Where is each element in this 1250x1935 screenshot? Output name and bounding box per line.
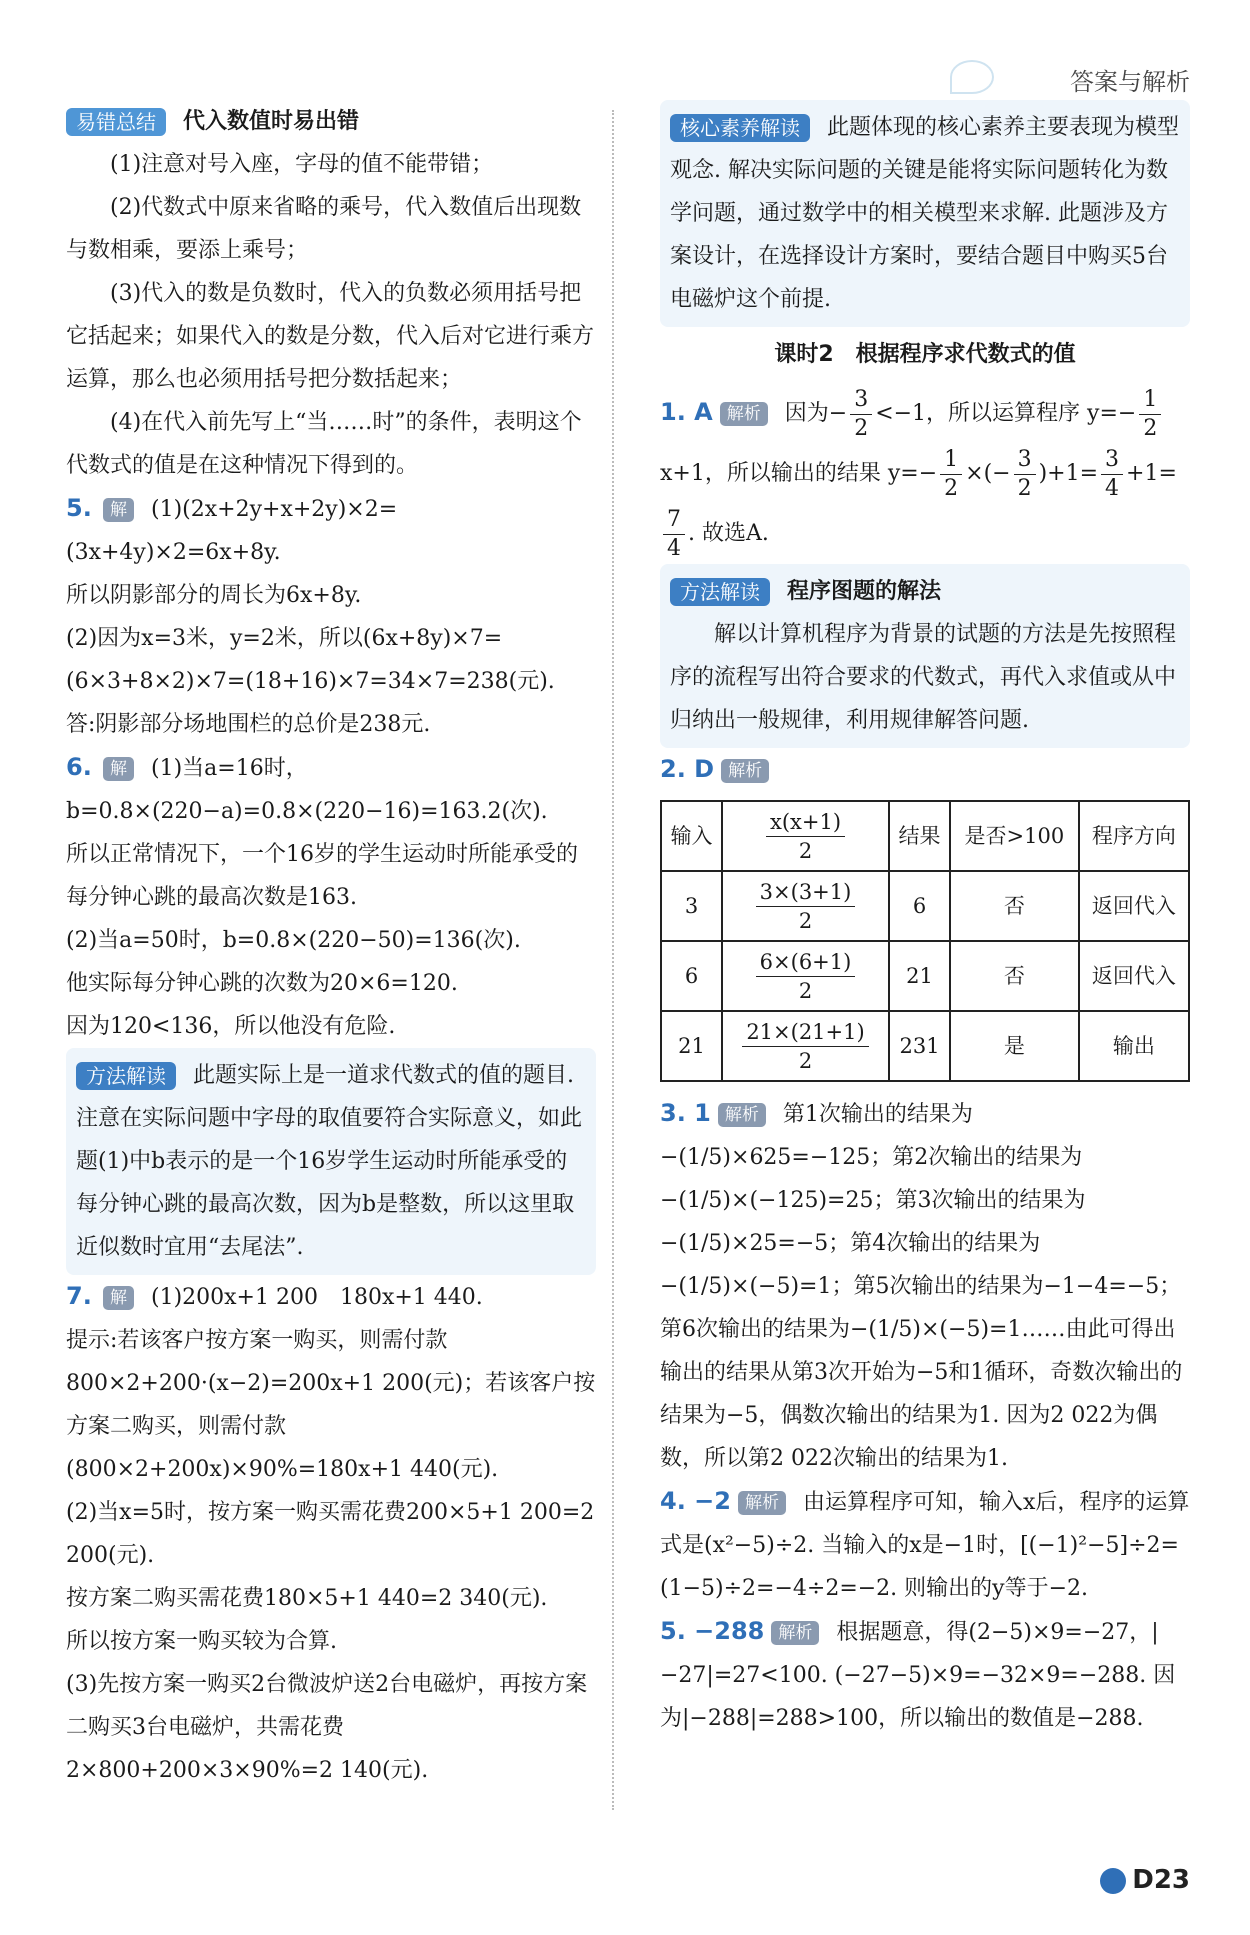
mistake-title: 代入数值时易出错 xyxy=(183,109,360,134)
table-header-input: 输入 xyxy=(661,801,722,871)
r1-frac-1-den: 2 xyxy=(854,415,869,441)
table-cell: 3 xyxy=(661,871,722,941)
q5-line-2: 所以阴影部分的周长为6x+8y. xyxy=(66,583,362,608)
core-text: 此题体现的核心素养主要表现为模型观念. 解决实际问题的关键是能将实际问题转化为数学问题，通过数学中的相关模型来求解. 此题涉及方案设计，在选择设计方案时，要结合题目中购买5台电磁炉这个前提. xyxy=(670,115,1180,312)
r3-number: 3. 1 xyxy=(660,1099,711,1127)
r1-frac-3-den: 2 xyxy=(944,475,959,501)
table-header-result: 结果 xyxy=(889,801,950,871)
r4-text: 由运算程序可知，输入x后，程序的运算式是(x²−5)÷2. 当输入的x是−1时，[(−1)²−5]÷2=(1−5)÷2=−4÷2=−2. 则输出的y等于−2. xyxy=(660,1490,1190,1601)
question-r3 xyxy=(660,1092,1190,1480)
q5-line-3: (2)因为x=3米，y=2米，所以(6x+8y)×7=(6×3+8×2)×7=(18+16)×7=34×7=238(元). xyxy=(66,626,555,694)
r5-number: 5. −288 xyxy=(660,1617,765,1645)
r1-frac-5 xyxy=(1101,446,1123,503)
q6-line-3: (2)当a=50时，b=0.8×(220−50)=136(次). xyxy=(66,928,521,953)
mistake-point-3: (3)代入的数是负数时，代入的负数必须用括号把它括起来；如果代入的数是分数，代入后对它进行乘方运算，那么也必须用括号把分数括起来； xyxy=(66,281,595,392)
formula-den: 2 xyxy=(798,838,813,863)
table-cell: 6 xyxy=(661,941,722,1011)
r1-text-e: )+1= xyxy=(1038,461,1099,486)
question-r4 xyxy=(660,1480,1190,1610)
question-5 xyxy=(66,487,596,746)
r1-frac-1 xyxy=(850,386,872,443)
table-header-compare: 是否>100 xyxy=(950,801,1079,871)
method-title-right: 程序图题的解法 xyxy=(787,579,942,604)
cell-num: 6×(6+1) xyxy=(756,948,856,977)
r1-frac-2-num: 1 xyxy=(1139,386,1161,415)
table-cell xyxy=(722,1011,889,1081)
r1-frac-1-num: 3 xyxy=(850,386,872,415)
r2-number: 2. D xyxy=(660,755,715,783)
q5-number: 5. xyxy=(66,494,92,522)
cell-num: 3×(3+1) xyxy=(756,878,856,907)
r1-frac-6 xyxy=(663,506,685,563)
q6-line-5: 因为120<136，所以他没有危险. xyxy=(66,1014,396,1039)
mistake-summary xyxy=(66,100,596,487)
r1-text-d: ×(− xyxy=(965,461,1011,486)
table-cell: 否 xyxy=(950,941,1079,1011)
r1-text-g: . 故选A. xyxy=(688,521,769,546)
table-row xyxy=(661,871,1189,941)
r3-text: 第1次输出的结果为−(1/5)×625=−125；第2次输出的结果为−(1/5)×(−125)=25；第3次输出的结果为−(1/5)×25=−5；第4次输出的结果为−(1/5)×(−5)=1；第5次输出的结果为−1−4=−5；第6次输出的结果为−(1/5)×(−5)=1……由此可得出输出的结果从第3次开始为−5和1循环，奇数次输出的结果为−5，偶数次输出的结果为1. 因为2 022为偶数，所以第2 022次输出的结果为1. xyxy=(660,1102,1183,1471)
table-cell: 返回代入 xyxy=(1079,941,1189,1011)
r1-tag: 解析 xyxy=(720,402,768,426)
r5-text: 根据题意，得(2−5)×9=−27，|−27|=27<100. (−27−5)×9=−32×9=−288. 因为|−288|=288>100，所以输出的数值是−288. xyxy=(660,1620,1176,1731)
q6-line-2: 所以正常情况下，一个16岁的学生运动时所能承受的每分钟心跳的最高次数是163. xyxy=(66,842,578,910)
method-box-left xyxy=(66,1048,596,1275)
table-cell xyxy=(722,941,889,1011)
header-title: 答案与解析 xyxy=(1070,68,1190,96)
cell-den: 2 xyxy=(798,908,813,933)
r1-frac-6-num: 7 xyxy=(663,506,685,535)
table-row xyxy=(661,941,1189,1011)
r5-tag: 解析 xyxy=(771,1621,819,1645)
right-column xyxy=(660,100,1190,1740)
table-cell: 21 xyxy=(661,1011,722,1081)
cell-den: 2 xyxy=(798,1048,813,1073)
q7-tag: 解 xyxy=(103,1286,134,1310)
r1-frac-4-den: 2 xyxy=(1017,475,1032,501)
table-row xyxy=(661,1011,1189,1081)
r1-text-a: 因为− xyxy=(784,401,848,426)
page-marker-icon xyxy=(1100,1868,1126,1894)
q5-tag: 解 xyxy=(103,498,134,522)
table-cell: 是 xyxy=(950,1011,1079,1081)
r1-text-c: x+1，所以输出的结果 y=− xyxy=(660,461,938,486)
table-cell xyxy=(722,871,889,941)
lesson-title: 课时2 根据程序求代数式的值 xyxy=(774,342,1076,367)
r1-number: 1. A xyxy=(660,398,713,426)
q6-line-1: (1)当a=16时，b=0.8×(220−a)=0.8×(220−16)=163.2(次). xyxy=(66,756,548,824)
r1-frac-2 xyxy=(1139,386,1161,443)
table-cell: 否 xyxy=(950,871,1079,941)
table-header-direction: 程序方向 xyxy=(1079,801,1189,871)
r1-text-b: <−1，所以运算程序 y=− xyxy=(875,401,1137,426)
table-cell: 输出 xyxy=(1079,1011,1189,1081)
r4-tag: 解析 xyxy=(738,1491,786,1515)
table-cell: 6 xyxy=(889,871,950,941)
r1-frac-5-den: 4 xyxy=(1105,475,1120,501)
q6-number: 6. xyxy=(66,753,92,781)
q7-line-2: 提示:若该客户按方案一购买，则需付款800×2+200·(x−2)=200x+1 200(元)；若该客户按方案二购买，则需付款(800×2+200x)×90%=180x+1 440(元). xyxy=(66,1328,596,1482)
q7-line-1: (1)200x+1 200 180x+1 440. xyxy=(151,1285,483,1310)
mistake-tag: 易错总结 xyxy=(66,108,166,136)
table-cell: 返回代入 xyxy=(1079,871,1189,941)
r1-frac-3 xyxy=(940,446,962,503)
q7-number: 7. xyxy=(66,1282,92,1310)
program-table xyxy=(660,800,1190,1082)
r1-frac-5-num: 3 xyxy=(1101,446,1123,475)
formula-num: x(x+1) xyxy=(766,808,845,837)
q7-line-5: 所以按方案一购买较为合算. xyxy=(66,1629,337,1654)
method-text-right: 解以计算机程序为背景的试题的方法是先按照程序的流程写出符合要求的代数式，再代入求值或从中归纳出一般规律，利用规律解答问题. xyxy=(670,622,1177,733)
q7-line-6: (3)先按方案一购买2台微波炉送2台电磁炉，再按方案二购买3台电磁炉，共需花费2×800+200×3×90%=2 140(元). xyxy=(66,1672,588,1783)
left-column xyxy=(66,100,596,1792)
column-divider xyxy=(612,110,614,1810)
page-number xyxy=(1100,1865,1190,1895)
question-7 xyxy=(66,1275,596,1792)
mistake-point-4: (4)在代入前先写上“当……时”的条件，表明这个代数式的值是在这种情况下得到的。 xyxy=(66,410,582,478)
q6-line-4: 他实际每分钟心跳的次数为20×6=120. xyxy=(66,971,458,996)
mistake-point-2: (2)代数式中原来省略的乘号，代入数值后出现数与数相乘，要添上乘号； xyxy=(66,195,582,263)
r3-tag: 解析 xyxy=(718,1103,766,1127)
method-tag-left: 方法解读 xyxy=(76,1062,176,1090)
method-box-right xyxy=(660,564,1190,748)
header-decoration-icon xyxy=(950,60,994,94)
q5-line-4: 答:阴影部分场地围栏的总价是238元. xyxy=(66,712,431,737)
question-r5 xyxy=(660,1610,1190,1740)
question-6 xyxy=(66,746,596,1048)
q5-line-1: (1)(2x+2y+x+2y)×2=(3x+4y)×2=6x+8y. xyxy=(66,497,398,565)
r4-number: 4. −2 xyxy=(660,1487,731,1515)
mistake-point-1: (1)注意对号入座，字母的值不能带错； xyxy=(110,152,494,177)
r1-frac-2-den: 2 xyxy=(1143,415,1158,441)
page-number-text: D23 xyxy=(1132,1865,1190,1895)
table-cell: 231 xyxy=(889,1011,950,1081)
question-r1 xyxy=(660,382,1190,564)
table-header-row xyxy=(661,801,1189,871)
method-tag-right: 方法解读 xyxy=(670,578,770,606)
cell-num: 21×(21+1) xyxy=(742,1018,868,1047)
r1-frac-3-num: 1 xyxy=(940,446,962,475)
question-r2 xyxy=(660,748,1190,792)
core-literacy-box xyxy=(660,100,1190,327)
method-text-left: 此题实际上是一道求代数式的值的题目. 注意在实际问题中字母的取值要符合实际意义，如此题(1)中b表示的是一个16岁学生运动时所能承受的每分钟心跳的最高次数，因为b是整数，所以这里取近似数时宜用“去尾法”. xyxy=(76,1063,583,1260)
r2-tag: 解析 xyxy=(721,759,769,783)
q7-line-3: (2)当x=5时，按方案一购买需花费200×5+1 200=2 200(元). xyxy=(66,1500,595,1568)
table-cell: 21 xyxy=(889,941,950,1011)
table-header-formula xyxy=(722,801,889,871)
q7-line-4: 按方案二购买需花费180×5+1 440=2 340(元). xyxy=(66,1586,548,1611)
r1-text-f: +1= xyxy=(1126,461,1177,486)
q6-tag: 解 xyxy=(103,757,134,781)
r1-frac-4 xyxy=(1014,446,1036,503)
core-tag: 核心素养解读 xyxy=(670,114,810,142)
cell-den: 2 xyxy=(798,978,813,1003)
r1-frac-6-den: 4 xyxy=(667,535,681,561)
r1-frac-4-num: 3 xyxy=(1014,446,1036,475)
